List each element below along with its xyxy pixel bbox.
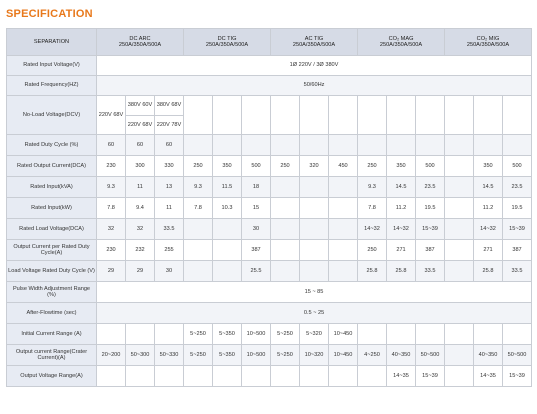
table-cell (329, 366, 358, 387)
row-label: Rated Load Voltage(DCA) (7, 219, 97, 240)
row-label: After-Flowtime (sec) (7, 303, 97, 324)
table-cell (155, 366, 184, 387)
table-cell: 30 (155, 261, 184, 282)
table-cell (329, 240, 358, 261)
table-cell: 18 (242, 177, 271, 198)
table-cell (271, 96, 300, 135)
table-cell: 250 (358, 240, 387, 261)
table-cell (213, 219, 242, 240)
table-row (7, 240, 532, 261)
table-cell: 60 (97, 135, 126, 156)
table-cell (271, 135, 300, 156)
table-cell (329, 135, 358, 156)
table-cell (358, 324, 387, 345)
table-cell: 40~350 (387, 345, 416, 366)
table-cell (300, 135, 329, 156)
table-cell (97, 324, 126, 345)
table-cell: 11.2 (387, 198, 416, 219)
table-cell: 25.8 (474, 261, 503, 282)
table-cell: 14~35 (474, 366, 503, 387)
table-cell (184, 240, 213, 261)
table-cell: 5~250 (184, 345, 213, 366)
table-cell: 15~39 (416, 366, 445, 387)
table-cell: 10~450 (329, 345, 358, 366)
table-cell: 230 (97, 240, 126, 261)
table-cell: 320 (300, 156, 329, 177)
table-cell: 255 (155, 240, 184, 261)
table-cell (300, 96, 329, 135)
table-cell: 250 (184, 156, 213, 177)
table-cell (155, 324, 184, 345)
row-label: Rated Input(kVA) (7, 177, 97, 198)
table-cell (387, 324, 416, 345)
table-cell: 60 (126, 135, 155, 156)
table-cell: 10.3 (213, 198, 242, 219)
table-cell: 50~300 (126, 345, 155, 366)
table-row (7, 324, 532, 345)
table-cell (213, 135, 242, 156)
group-header-dc-arc: DC ARC 250A/350A/500A (97, 29, 184, 56)
table-cell: 20~200 (97, 345, 126, 366)
table-cell (358, 366, 387, 387)
table-cell: 500 (416, 156, 445, 177)
table-row (7, 135, 532, 156)
table-cell: 14~35 (387, 366, 416, 387)
table-cell (213, 96, 242, 135)
table-cell (445, 177, 474, 198)
table-cell: 25.8 (387, 261, 416, 282)
header-row (7, 29, 532, 56)
table-cell: 60 (155, 135, 184, 156)
table-cell (126, 324, 155, 345)
noload-value: 380V 68V (155, 96, 184, 116)
table-cell: 387 (503, 240, 532, 261)
table-cell: 7.8 (184, 198, 213, 219)
noload-value: 220V 78V (155, 116, 184, 135)
pulse-width-value: 15 ~ 85 (97, 282, 532, 303)
table-cell (271, 240, 300, 261)
table-cell (184, 135, 213, 156)
table-cell (213, 240, 242, 261)
table-cell: 15 (242, 198, 271, 219)
row-label: Rated Output Current(DCA) (7, 156, 97, 177)
table-cell (300, 177, 329, 198)
table-cell: 450 (329, 156, 358, 177)
table-cell (503, 135, 532, 156)
table-row (7, 156, 532, 177)
table-row (7, 219, 532, 240)
table-cell (445, 240, 474, 261)
table-cell: 32 (126, 219, 155, 240)
table-cell: 25.8 (358, 261, 387, 282)
table-cell (503, 324, 532, 345)
table-cell (445, 156, 474, 177)
table-cell (126, 366, 155, 387)
table-cell (300, 240, 329, 261)
specification-table (6, 28, 532, 387)
table-cell (213, 261, 242, 282)
table-cell (184, 366, 213, 387)
row-label: Load Voltage Rated Duty Cycle (V) (7, 261, 97, 282)
table-cell: 11 (155, 198, 184, 219)
table-cell (474, 135, 503, 156)
group-header-co2-mig: CO₂ MIG 250A/350A/500A (445, 29, 532, 56)
table-cell: 19.5 (503, 198, 532, 219)
table-cell: 10~500 (242, 324, 271, 345)
table-cell: 5~350 (213, 324, 242, 345)
table-cell (503, 96, 532, 135)
table-row (7, 96, 532, 116)
table-cell (271, 219, 300, 240)
table-cell: 271 (474, 240, 503, 261)
table-cell: 500 (242, 156, 271, 177)
table-cell: 14.5 (387, 177, 416, 198)
table-cell (445, 366, 474, 387)
table-cell: 50~330 (155, 345, 184, 366)
table-cell: 300 (126, 156, 155, 177)
table-cell (329, 219, 358, 240)
table-cell: 7.8 (97, 198, 126, 219)
table-cell: 271 (387, 240, 416, 261)
table-cell: 32 (97, 219, 126, 240)
table-cell (445, 135, 474, 156)
table-cell: 40~350 (474, 345, 503, 366)
table-cell: 5~250 (271, 324, 300, 345)
table-cell (271, 177, 300, 198)
table-row (7, 261, 532, 282)
table-cell: 33.5 (503, 261, 532, 282)
table-cell (474, 324, 503, 345)
group-header-ac-tig: AC TIG 250A/350A/500A (271, 29, 358, 56)
table-cell (184, 219, 213, 240)
table-cell (271, 261, 300, 282)
table-cell (387, 135, 416, 156)
table-cell: 7.8 (358, 198, 387, 219)
table-cell (300, 366, 329, 387)
table-cell: 50~500 (503, 345, 532, 366)
table-cell: 14~32 (474, 219, 503, 240)
table-cell: 15~39 (503, 366, 532, 387)
table-cell (416, 324, 445, 345)
table-row (7, 303, 532, 324)
table-cell (445, 324, 474, 345)
table-cell: 4~250 (358, 345, 387, 366)
table-cell (329, 96, 358, 135)
table-cell: 11.5 (213, 177, 242, 198)
table-cell: 9.3 (97, 177, 126, 198)
table-cell: 230 (97, 156, 126, 177)
table-cell (329, 198, 358, 219)
table-row (7, 366, 532, 387)
table-cell (445, 96, 474, 135)
frequency-value: 50/60Hz (97, 76, 532, 96)
row-label: Output Voltage Range(A) (7, 366, 97, 387)
table-cell (416, 96, 445, 135)
table-cell (184, 96, 213, 135)
row-label: Initial Current Range (A) (7, 324, 97, 345)
table-cell (300, 261, 329, 282)
table-cell (358, 96, 387, 135)
table-cell: 29 (97, 261, 126, 282)
input-voltage-value: 1Ø 220V / 3Ø 380V (97, 56, 532, 76)
table-row (7, 345, 532, 366)
table-cell (300, 219, 329, 240)
table-cell (474, 96, 503, 135)
table-cell (416, 135, 445, 156)
table-cell: 5~250 (271, 345, 300, 366)
table-cell: 50~500 (416, 345, 445, 366)
table-cell: 9.3 (184, 177, 213, 198)
table-row (7, 56, 532, 76)
row-label: Output current Range(Crater Current)(A) (7, 345, 97, 366)
table-row (7, 282, 532, 303)
table-cell: 33.5 (155, 219, 184, 240)
table-cell (271, 366, 300, 387)
table-cell (242, 135, 271, 156)
table-cell: 387 (242, 240, 271, 261)
table-cell: 15~39 (416, 219, 445, 240)
table-cell: 29 (126, 261, 155, 282)
table-cell: 30 (242, 219, 271, 240)
table-cell (242, 96, 271, 135)
table-cell: 387 (416, 240, 445, 261)
table-cell: 250 (271, 156, 300, 177)
group-header-dc-tig: DC TIG 250A/350A/500A (184, 29, 271, 56)
table-cell (358, 135, 387, 156)
noload-value: 380V 60V (126, 96, 155, 116)
row-label: Rated Input Voltage(V) (7, 56, 97, 76)
table-cell: 350 (474, 156, 503, 177)
table-cell: 10~450 (329, 324, 358, 345)
table-cell: 9.4 (126, 198, 155, 219)
table-cell: 23.5 (416, 177, 445, 198)
row-label: Output Current per Rated Duty Cycle(A) (7, 240, 97, 261)
table-cell: 250 (358, 156, 387, 177)
table-cell: 14~32 (387, 219, 416, 240)
table-row (7, 177, 532, 198)
table-cell (271, 198, 300, 219)
table-cell (329, 261, 358, 282)
table-cell: 13 (155, 177, 184, 198)
table-cell (445, 198, 474, 219)
table-cell: 10~320 (300, 345, 329, 366)
row-label: Rated Duty Cycle (%) (7, 135, 97, 156)
table-cell: 232 (126, 240, 155, 261)
noload-value: 220V 68V (126, 116, 155, 135)
row-label: No-Load Voltage(DCV) (7, 96, 97, 135)
page-title: SPECIFICATION (6, 8, 93, 20)
table-cell: 350 (213, 156, 242, 177)
row-label: Rated Input(kW) (7, 198, 97, 219)
table-cell: 25.5 (242, 261, 271, 282)
table-cell: 14~32 (358, 219, 387, 240)
table-cell: 10~500 (242, 345, 271, 366)
table-cell (445, 219, 474, 240)
separation-header: SEPARATION (7, 29, 97, 56)
table-cell: 33.5 (416, 261, 445, 282)
table-cell: 11.2 (474, 198, 503, 219)
table-cell (300, 198, 329, 219)
table-row (7, 76, 532, 96)
table-cell: 19.5 (416, 198, 445, 219)
table-cell: 5~320 (300, 324, 329, 345)
table-cell (242, 366, 271, 387)
row-label: Pulse Width Adjustment Range (%) (7, 282, 97, 303)
table-cell: 14.5 (474, 177, 503, 198)
table-cell (213, 366, 242, 387)
table-cell: 5~350 (213, 345, 242, 366)
noload-value: 220V 68V (97, 96, 126, 135)
table-cell: 23.5 (503, 177, 532, 198)
table-cell: 15~39 (503, 219, 532, 240)
table-cell: 330 (155, 156, 184, 177)
table-cell (329, 177, 358, 198)
table-cell: 5~250 (184, 324, 213, 345)
table-cell: 350 (387, 156, 416, 177)
table-cell (445, 261, 474, 282)
row-label: Rated Frequency(HZ) (7, 76, 97, 96)
table-cell (184, 261, 213, 282)
table-row (7, 198, 532, 219)
table-cell: 9.3 (358, 177, 387, 198)
table-cell: 500 (503, 156, 532, 177)
table-cell: 11 (126, 177, 155, 198)
group-header-co2-mag: CO₂ MAG 250A/350A/500A (358, 29, 445, 56)
afterflow-value: 0.5 ~ 25 (97, 303, 532, 324)
table-cell (445, 345, 474, 366)
table-cell (97, 366, 126, 387)
table-cell (387, 96, 416, 135)
